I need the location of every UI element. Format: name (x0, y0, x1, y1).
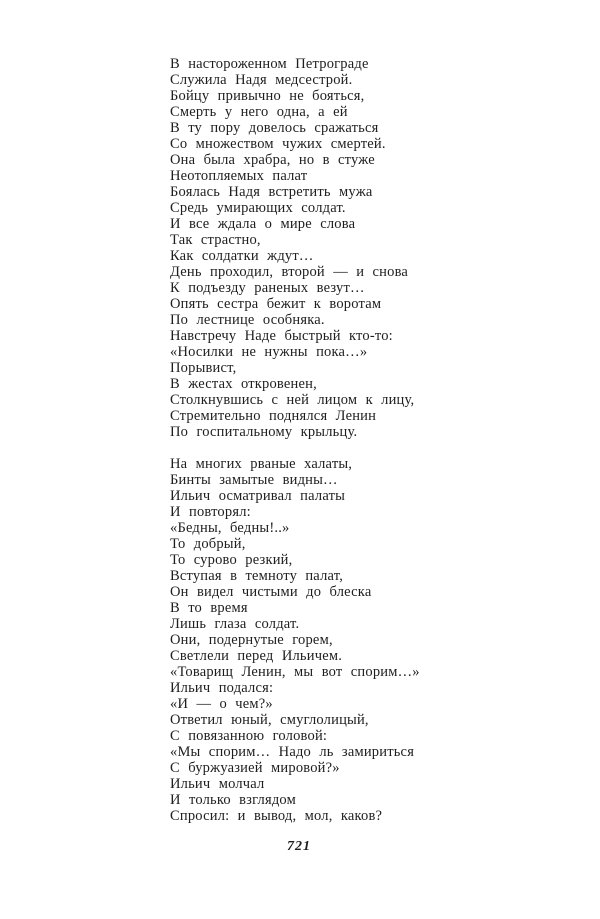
poem-line: И все ждала о мире слова (170, 216, 356, 232)
poem-line: Стремительно поднялся Ленин (170, 408, 377, 424)
poem-line: Столкнувшись с ней лицом к лицу, (170, 392, 415, 408)
poem-line: Светлели перед Ильичем. (170, 648, 343, 664)
poem-line: По госпитальному крыльцу. (170, 424, 358, 440)
poem-line: В жестах откровенен, (170, 376, 317, 392)
poem-line: Неотопляемых палат (170, 168, 308, 184)
poem-line: В то время (170, 600, 248, 616)
poem-line: Так страстно, (170, 232, 261, 248)
poem-stanza (170, 56, 420, 440)
poem-line: Ильич подался: (170, 680, 274, 696)
poem-line: Бинты замытые видны… (170, 472, 338, 488)
poem-line: Ильич осматривал палаты (170, 488, 346, 504)
poem-line: На многих рваные халаты, (170, 456, 353, 472)
poem-line: Ответил юный, смуглолицый, (170, 712, 369, 728)
poem-line: Опять сестра бежит к воротам (170, 296, 382, 312)
poem-line: К подъезду раненых везут… (170, 280, 365, 296)
poem-line: С повязанною головой: (170, 728, 328, 744)
poem-line: Со множеством чужих смертей. (170, 136, 386, 152)
poem-line: Смерть у него одна, а ей (170, 104, 348, 120)
poem-line: «Бедны, бедны!..» (170, 520, 290, 536)
poem-line: Как солдатки ждут… (170, 248, 314, 264)
poem-line: Она была храбра, но в стуже (170, 152, 375, 168)
poem-stanza (170, 456, 420, 824)
poem-line: Бойцу привычно не бояться, (170, 88, 365, 104)
poem-line: Средь умирающих солдат. (170, 200, 346, 216)
poem-line: С буржуазией мировой?» (170, 760, 340, 776)
poem-line: Боялась Надя встретить мужа (170, 184, 373, 200)
poem-line: То добрый, (170, 536, 246, 552)
poem-line: Спросил: и вывод, мол, каков? (170, 808, 383, 824)
poem-line: «И — о чем?» (170, 696, 273, 712)
poem-line: В ту пору довелось сражаться (170, 120, 379, 136)
poem-line: «Товарищ Ленин, мы вот спорим…» (170, 664, 420, 680)
poem-line: Вступая в темноту палат, (170, 568, 344, 584)
poem-line: И только взглядом (170, 792, 296, 808)
poem-line: По лестнице особняка. (170, 312, 325, 328)
poem-line: То сурово резкий, (170, 552, 293, 568)
page-number: 721 (287, 839, 311, 854)
poem-line: Он видел чистыми до блеска (170, 584, 372, 600)
poem-text-block (170, 56, 420, 824)
poem-line: «Носилки не нужны пока…» (170, 344, 368, 360)
poem-line: Ильич молчал (170, 776, 265, 792)
poem-line: И повторял: (170, 504, 251, 520)
poem-line: «Мы спорим… Надо ль замириться (170, 744, 415, 760)
poem-line: В настороженном Петрограде (170, 56, 369, 72)
poem-line: Навстречу Наде быстрый кто-то: (170, 328, 393, 344)
poem-line: Служила Надя медсестрой. (170, 72, 353, 88)
poem-line: Они, подернутые горем, (170, 632, 333, 648)
poem-line: Порывист, (170, 360, 237, 376)
poem-line: День проходил, второй — и снова (170, 264, 409, 280)
poem-line: Лишь глаза солдат. (170, 616, 300, 632)
